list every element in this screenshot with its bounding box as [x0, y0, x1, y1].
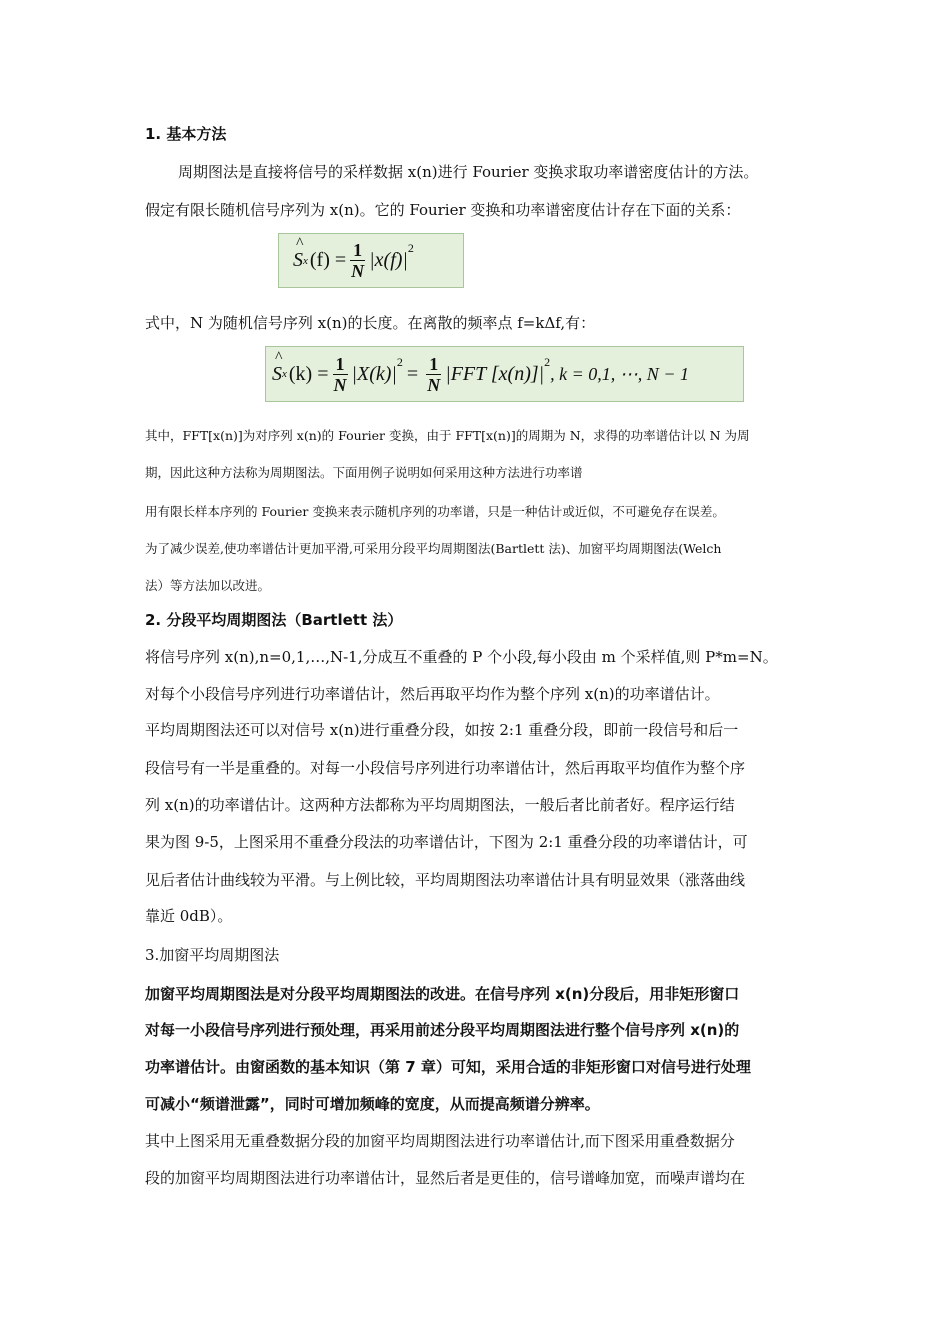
formula-fraction: [350, 240, 365, 281]
formula-lhs-arg: (k) =: [288, 362, 329, 385]
formula-lhs-sub: x: [282, 368, 287, 380]
formula-lhs: ^ S: [293, 249, 303, 272]
formula-num: 1: [333, 354, 348, 375]
paragraph-line-bold: 可减小“频谱泄露”，同时可增加频峰的宽度，从而提高频谱分辨率。: [145, 1095, 600, 1113]
formula-den: N: [351, 261, 365, 281]
paragraph-line: 对每个小段信号序列进行功率谱估计，然后再取平均作为整个序列 x(n)的功率谱估计。: [145, 685, 720, 703]
paragraph-line: 式中，N 为随机信号序列 x(n)的长度。在离散的频率点 f=kΔf,有：: [145, 314, 596, 332]
formula-exp: 2: [396, 354, 403, 369]
formula-lhs-arg: (f) =: [309, 249, 347, 271]
paragraph-line: 期，因此这种方法称为周期图法。下面用例子说明如何采用这种方法进行功率谱: [145, 465, 583, 480]
formula-den: N: [333, 374, 347, 395]
formula-body: |FFT [x(n)]|: [445, 362, 545, 385]
formula-eq: =: [406, 362, 419, 385]
formula-fraction-2: [426, 354, 441, 395]
formula-mid: |X(k)|: [351, 362, 397, 385]
paragraph-line: 法）等方法加以改进。: [145, 578, 271, 593]
paragraph-line: 靠近 0dB）。: [145, 907, 233, 925]
section-3-title: 3.加窗平均周期图法: [145, 946, 280, 964]
paragraph-line: 将信号序列 x(n),n=0,1,…,N-1,分成互不重叠的 P 个小段,每小段由 m 个采样值,则 P*m=N。: [145, 648, 778, 666]
formula-num: 1: [350, 240, 365, 261]
paragraph-line-bold: 对每一小段信号序列进行预处理，再采用前述分段平均周期图法进行整个信号序列 x(n)的: [145, 1021, 740, 1039]
paragraph-line: 段信号有一半是重叠的。对每一小段信号序列进行功率谱估计，然后再取平均值作为整个序: [145, 759, 746, 777]
formula-discrete-periodogram: [265, 346, 744, 402]
formula-exp: 2: [407, 241, 414, 255]
section-1-title: 1. 基本方法: [145, 125, 227, 143]
formula-num: 1: [426, 354, 441, 375]
paragraph-line: 假定有限长随机信号序列为 x(n)。它的 Fourier 变换和功率谱密度估计存在下面的关系：: [145, 201, 741, 219]
paragraph-line: 其中上图采用无重叠数据分段的加窗平均周期图法进行功率谱估计,而下图采用重叠数据分: [145, 1132, 735, 1150]
paragraph-line: 见后者估计曲线较为平滑。与上例比较，平均周期图法功率谱估计具有明显效果（涨落曲线: [145, 871, 746, 889]
formula-den: N: [427, 374, 441, 395]
formula-body: |x(f)|: [369, 249, 408, 271]
formula-periodogram: [278, 233, 464, 288]
paragraph-line: 段的加窗平均周期图法进行功率谱估计，显然后者是更佳的，信号谱峰加宽，而噪声谱均在: [145, 1169, 746, 1187]
paragraph-line: 其中，FFT[x(n)]为对序列 x(n)的 Fourier 变换，由于 FFT[x(n)]的周期为 N，求得的功率谱估计以 N 为周: [145, 428, 750, 443]
paragraph-line-bold: 加窗平均周期图法是对分段平均周期图法的改进。在信号序列 x(n)分段后，用非矩形窗口: [145, 985, 740, 1003]
formula-lhs-sub: x: [303, 254, 308, 267]
paragraph-line: 列 x(n)的功率谱估计。这两种方法都称为平均周期图法，一般后者比前者好。程序运行结: [145, 796, 735, 814]
paragraph-line: 周期图法是直接将信号的采样数据 x(n)进行 Fourier 变换求取功率谱密度估计的方法。: [178, 163, 759, 181]
paragraph-line: 为了减少误差,使功率谱估计更加平滑,可采用分段平均周期图法(Bartlett 法)、加窗平均周期图法(Welch: [145, 541, 722, 556]
formula-fraction-1: [333, 354, 348, 395]
paragraph-line: 平均周期图法还可以对信号 x(n)进行重叠分段，如按 2:1 重叠分段，即前一段信号和后一: [145, 721, 739, 739]
paragraph-line: 果为图 9-5，上图采用不重叠分段法的功率谱估计，下图为 2:1 重叠分段的功率谱估计，可: [145, 833, 748, 851]
paragraph-line-bold: 功率谱估计。由窗函数的基本知识（第 7 章）可知，采用合适的非矩形窗口对信号进行处理: [145, 1058, 751, 1076]
section-2-title: 2. 分段平均周期图法（Bartlett 法）: [145, 611, 403, 629]
formula-range: , k = 0,1, ⋯, N − 1: [550, 363, 689, 384]
formula-lhs: ^ S: [272, 363, 282, 386]
paragraph-line: 用有限长样本序列的 Fourier 变换来表示随机序列的功率谱，只是一种估计或近似，不可避免存在误差。: [145, 504, 725, 519]
formula-exp: 2: [544, 354, 551, 369]
